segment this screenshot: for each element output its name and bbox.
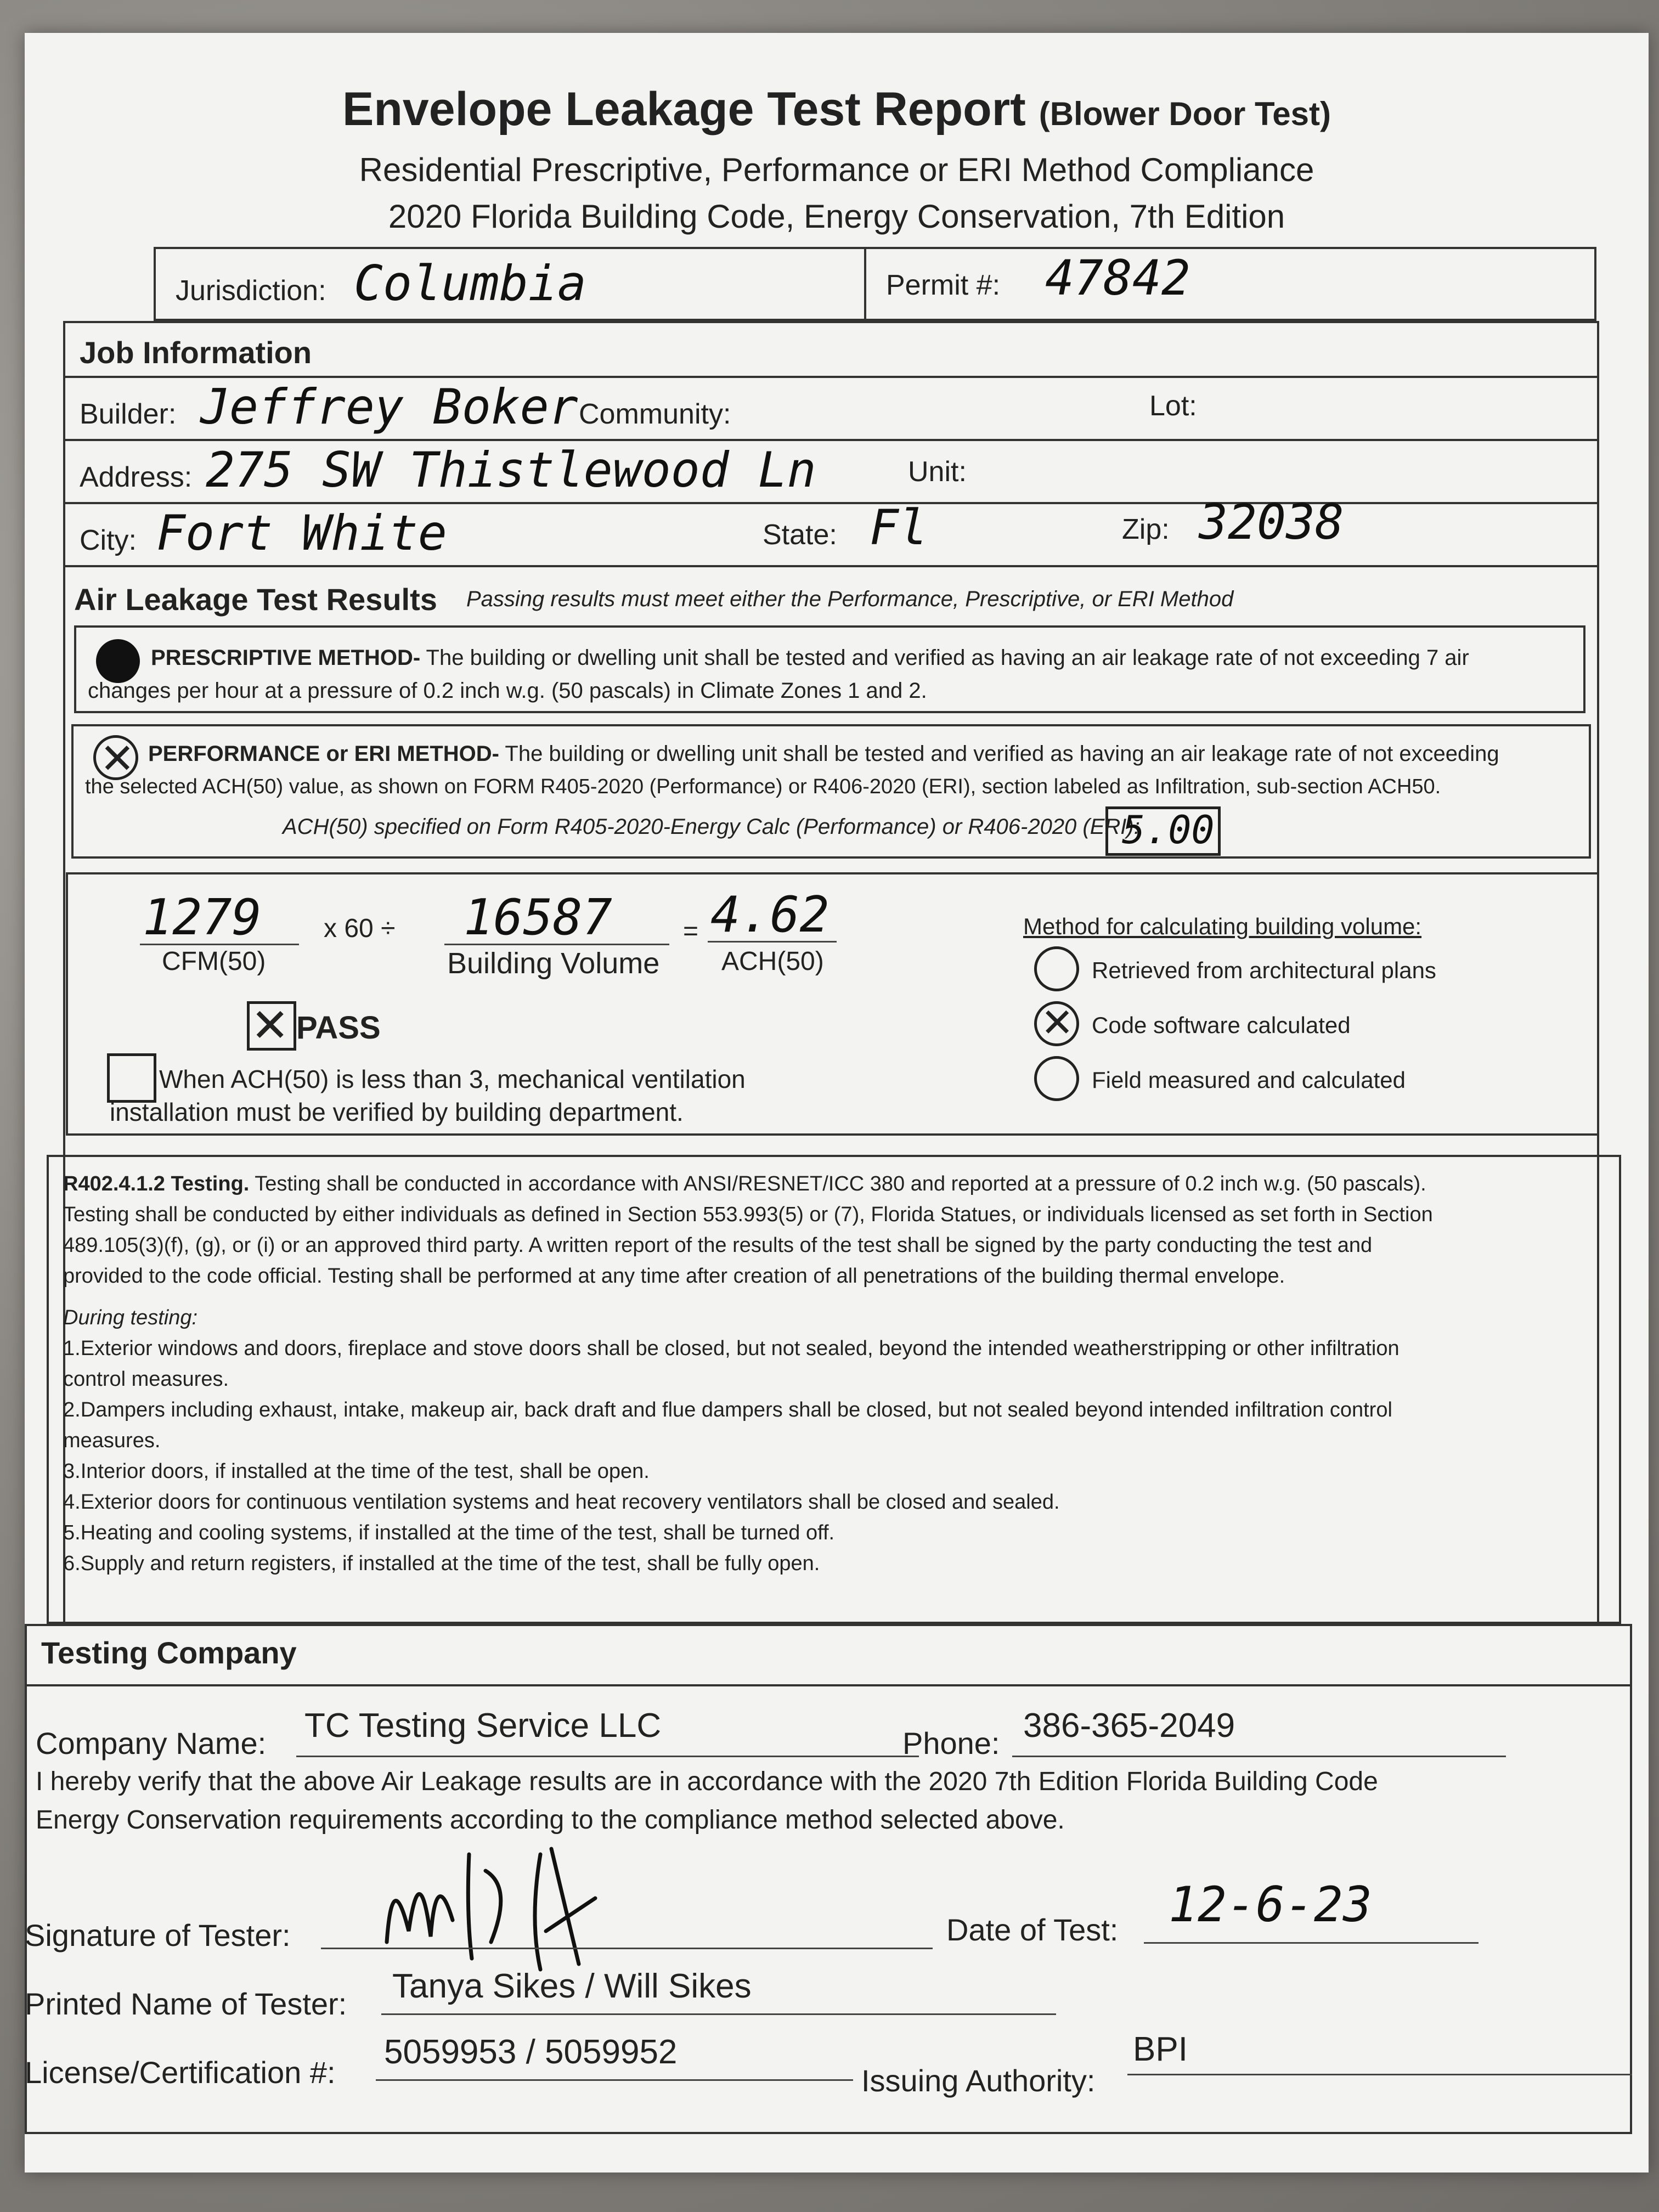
method-option-1-label: Retrieved from architectural plans [1092, 957, 1436, 983]
air-leakage-heading: Air Leakage Test Results [74, 582, 437, 617]
date-label: Date of Test: [946, 1912, 1119, 1947]
method-option-2-x-mark: ✕ [1041, 1001, 1074, 1045]
mech-vent-checkbox[interactable] [107, 1053, 156, 1103]
license-label: License/Certification #: [25, 2055, 336, 2090]
zip-label: Zip: [1122, 514, 1170, 545]
jurisdiction-value: Columbia [354, 255, 586, 312]
address-label: Address: [80, 461, 193, 493]
community-label: Community: [579, 398, 731, 430]
mech-vent-text-2: installation must be verified by building department. [110, 1098, 684, 1126]
prescriptive-text-1: PRESCRIPTIVE METHOD- The building or dwelling unit shall be tested and verified as having an air leakage rate of not exceeding 7 air [151, 646, 1469, 670]
job-info-heading: Job Information [80, 335, 312, 370]
ach-spec-value: 5.00 [1122, 808, 1215, 853]
method-option-3-label: Field measured and calculated [1092, 1067, 1406, 1093]
air-leakage-note: Passing results must meet either the Performance, Prescriptive, or ERI Method [466, 587, 1234, 611]
state-value: Fl [870, 499, 928, 556]
zip-value: 32038 [1199, 494, 1344, 550]
volume-label: Building Volume [447, 947, 660, 980]
report-subtitle-1: Residential Prescriptive, Performance or ERI Method Compliance [359, 151, 1314, 188]
ach-label: ACH(50) [721, 947, 824, 976]
unit-label: Unit: [908, 456, 967, 488]
date-value: 12-6-23 [1169, 1876, 1372, 1933]
permit-value: 47842 [1045, 250, 1190, 306]
issuing-authority-value: BPI [1133, 2030, 1188, 2068]
city-value: Fort White [156, 505, 447, 561]
lot-label: Lot: [1149, 390, 1197, 422]
cfm-value: 1279 [143, 889, 262, 946]
city-label: City: [80, 524, 137, 556]
pass-x-mark: ✕ [251, 1000, 290, 1051]
builder-value: Jeffrey Boker [200, 379, 578, 435]
report-paper [25, 33, 1649, 2172]
phone-label: Phone: [902, 1726, 1000, 1760]
mech-vent-text-1: When ACH(50) is less than 3, mechanical ventilation [159, 1065, 746, 1093]
company-name-label: Company Name: [36, 1726, 267, 1760]
phone-value: 386-365-2049 [1023, 1707, 1235, 1745]
pass-label: PASS [296, 1010, 381, 1046]
address-value: 275 SW Thistlewood Ln [206, 442, 816, 498]
report-subtitle-2: 2020 Florida Building Code, Energy Conservation, 7th Edition [388, 198, 1285, 235]
company-name-value: TC Testing Service LLC [304, 1707, 662, 1745]
report-title: Envelope Leakage Test Report (Blower Door Test) [342, 83, 1331, 136]
printed-name-label: Printed Name of Tester: [25, 1987, 347, 2021]
performance-text-1: PERFORMANCE or ERI METHOD- The building or dwelling unit shall be tested and verified as having an air leakage rate of not exceeding [148, 742, 1499, 766]
prescriptive-text-2: changes per hour at a pressure of 0.2 inch w.g. (50 pascals) in Climate Zones 1 and 2. [88, 679, 927, 703]
equals-sign: = [683, 917, 699, 946]
method-option-2-label: Code software calculated [1092, 1012, 1351, 1038]
times-sixty: x 60 ÷ [324, 914, 396, 943]
tester-signature [376, 1832, 606, 1975]
method-title: Method for calculating building volume: [1023, 913, 1422, 939]
testing-company-heading: Testing Company [41, 1635, 297, 1670]
state-label: State: [763, 519, 837, 551]
performance-text-2: the selected ACH(50) value, as shown on FORM R405-2020 (Performance) or R406-2020 (ERI), section labeled as Infiltration, sub-section ACH50. [85, 775, 1441, 798]
printed-name-value: Tanya Sikes / Will Sikes [392, 1967, 752, 2005]
builder-label: Builder: [80, 398, 177, 430]
signature-label: Signature of Tester: [25, 1918, 291, 1953]
performance-x-mark: ✕ [100, 736, 135, 782]
issuing-authority-label: Issuing Authority: [861, 2063, 1096, 2098]
verify-text-1: I hereby verify that the above Air Leakage results are in accordance with the 2020 7th Edition Florida Building Code [36, 1767, 1378, 1796]
ach-spec-label: ACH(50) specified on Form R405-2020-Energy Calc (Performance) or R406-2020 (ERI): [283, 815, 1140, 839]
ach-value: 4.62 [710, 886, 830, 944]
cfm-label: CFM(50) [162, 947, 266, 976]
testing-requirements-text: R402.4.1.2 Testing. Testing shall be conducted in accordance with ANSI/RESNET/ICC 380 and reported at a pressure of 0.2 inch w.g. (50 pascals). Testing shall be conducted by either individuals as defined in Section 553.993(5) or (7), Florida Statues, or individuals licensed as set forth in Section 489.105(3)(f), (g), or (i) or an approved third party. A written report of the results of the test shall be signed by the party conducting the test and provided to the code official. Testing shall be performed at any time after creation of all penetrations of the building thermal envelope. During testing: 1.Exterior windows and doors, fireplace and stove doors shall be closed, but not sealed, beyond the intended weatherstripping or other infiltration control measures. 2.Dampers including exhaust, intake, makeup air, back draft and flue dampers shall be closed, but not sealed beyond intended infiltration control measures. 3.Interior doors, if installed at the time of the test, shall be open. 4.Exterior doors for continuous ventilation systems and heat recovery ventilators shall be closed and sealed. 5.Heating and cooling systems, if installed at the time of the test, shall be turned off. 6.Supply and return registers, if installed at the time of the test, shall be fully open. [63, 1172, 1433, 1575]
method-option-1-radio[interactable] [1034, 946, 1079, 991]
jurisdiction-label: Jurisdiction: [176, 275, 326, 307]
volume-value: 16587 [464, 889, 612, 946]
method-option-3-radio[interactable] [1034, 1056, 1079, 1101]
permit-label: Permit #: [886, 269, 1001, 301]
license-value: 5059953 / 5059952 [384, 2033, 678, 2071]
verify-text-2: Energy Conservation requirements according to the compliance method selected above. [36, 1805, 1065, 1835]
